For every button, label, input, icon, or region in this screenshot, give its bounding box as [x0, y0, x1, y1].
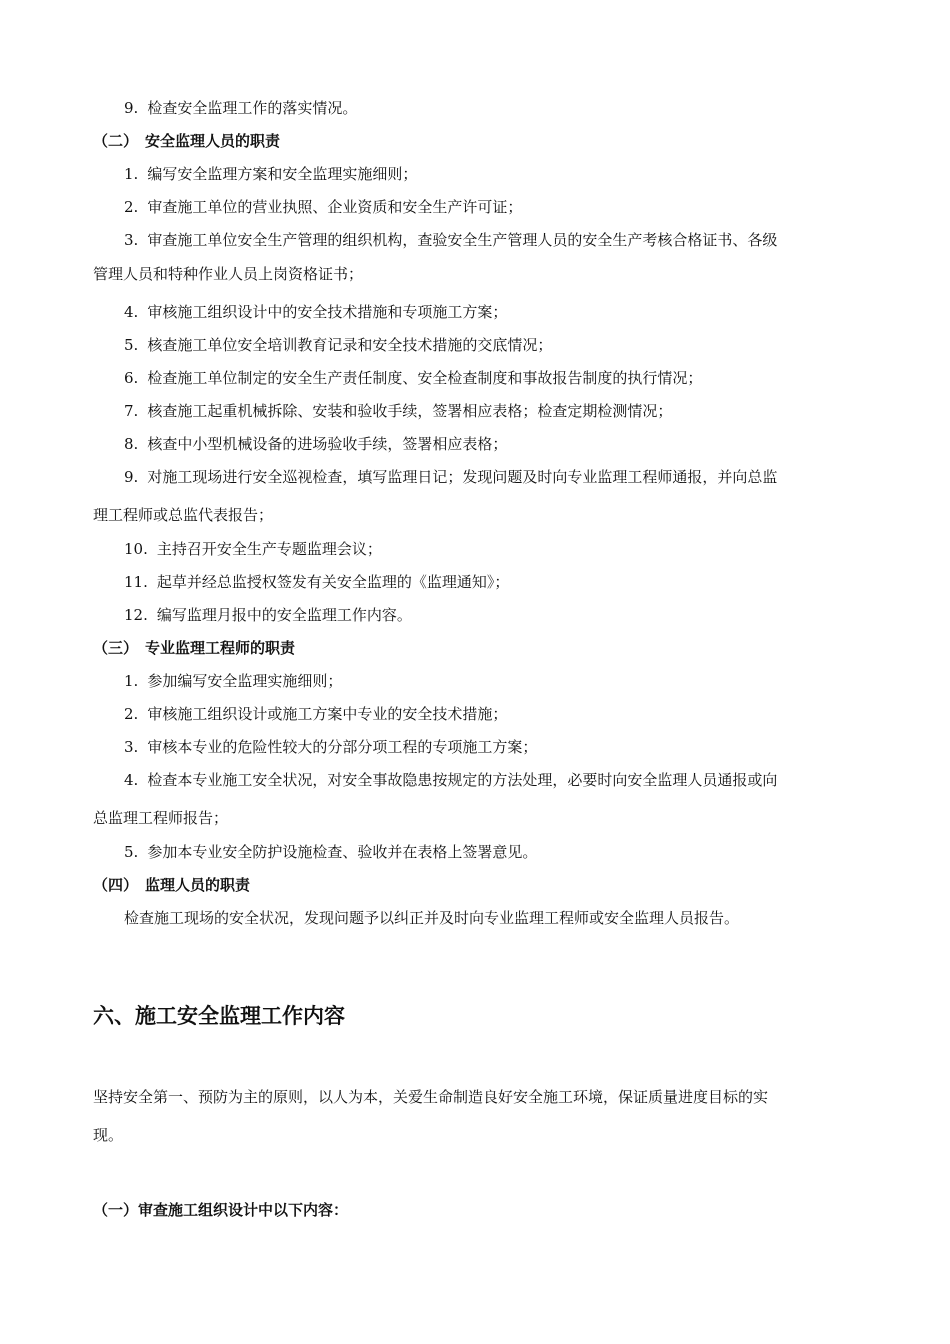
list-item	[124, 197, 522, 217]
item-number: 6.	[124, 369, 139, 387]
item-number: 9.	[124, 99, 139, 117]
item-text: 主持召开安全生产专题监理会议；	[156, 540, 382, 558]
list-item	[124, 98, 357, 118]
section-heading	[93, 875, 250, 895]
item-number: 7.	[124, 402, 139, 420]
list-item	[124, 770, 777, 790]
item-text: 对施工现场进行安全巡视检查，填写监理日记；发现问题及时向专业监理工程师通报，并向总监	[147, 468, 778, 486]
item-text: 核查中小型机械设备的进场验收手续，签署相应表格；	[147, 435, 508, 453]
item-number: 9.	[124, 468, 139, 486]
item-text: 核查施工单位安全培训教育记录和安全技术措施的交底情况；	[147, 336, 553, 354]
section-title: 安全监理人员的职责	[145, 132, 281, 150]
section-marker: （二）	[93, 132, 139, 150]
item-text: 审核施工组织设计或施工方案中专业的安全技术措施；	[147, 705, 508, 723]
section-title: 监理人员的职责	[145, 876, 251, 894]
list-item	[124, 401, 672, 421]
item-text: 检查本专业施工安全状况，对安全事故隐患按规定的方法处理，必要时向安全监理人员通报或向	[147, 771, 778, 789]
item-number: 1.	[124, 672, 139, 690]
list-item-continuation: 管理人员和特种作业人员上岗资格证书；	[93, 265, 364, 283]
list-item	[124, 368, 702, 388]
list-item	[124, 164, 417, 184]
item-text: 编写监理月报中的安全监理工作内容。	[156, 606, 412, 624]
list-item-continuation: 理工程师或总监代表报告；	[93, 506, 274, 524]
list-item-continuation: 总监理工程师报告；	[93, 809, 229, 827]
item-text: 审查施工单位安全生产管理的组织机构，查验安全生产管理人员的安全生产考核合格证书、各级	[147, 231, 778, 249]
section-marker: （三）	[93, 639, 139, 657]
section-heading	[93, 131, 280, 151]
item-number: 12.	[124, 606, 148, 624]
list-item	[124, 737, 537, 757]
list-item	[124, 302, 507, 322]
list-item	[124, 842, 537, 862]
item-text: 检查安全监理工作的落实情况。	[147, 99, 358, 117]
item-text: 检查施工单位制定的安全生产责任制度、安全检查制度和事故报告制度的执行情况；	[147, 369, 703, 387]
item-text: 起草并经总监授权签发有关安全监理的《监理通知》；	[156, 573, 510, 591]
item-text: 编写安全监理方案和安全监理实施细则；	[147, 165, 418, 183]
item-number: 2.	[124, 705, 139, 723]
list-item	[124, 605, 412, 625]
item-number: 5.	[124, 336, 139, 354]
list-item	[124, 671, 342, 691]
item-text: 参加本专业安全防护设施检查、验收并在表格上签署意见。	[147, 843, 538, 861]
list-item	[124, 230, 777, 250]
paragraph-line: 现。	[93, 1126, 124, 1144]
item-number: 5.	[124, 843, 139, 861]
item-number: 8.	[124, 435, 139, 453]
item-text: 核查施工起重机械拆除、安装和验收手续，签署相应表格；检查定期检测情况；	[147, 402, 673, 420]
paragraph: 检查施工现场的安全状况，发现问题予以纠正并及时向专业监理工程师或安全监理人员报告。	[124, 909, 740, 927]
item-text: 审查施工单位的营业执照、企业资质和安全生产许可证；	[147, 198, 523, 216]
item-text: 参加编写安全监理实施细则；	[147, 672, 343, 690]
subsection-heading: （一）审查施工组织设计中以下内容：	[93, 1201, 349, 1219]
item-number: 4.	[124, 771, 139, 789]
item-number: 3.	[124, 231, 139, 249]
list-item	[124, 572, 509, 592]
list-item	[124, 539, 382, 559]
item-text: 审核本专业的危险性较大的分部分项工程的专项施工方案；	[147, 738, 538, 756]
list-item	[124, 467, 777, 487]
list-item	[124, 335, 552, 355]
item-number: 10.	[124, 540, 148, 558]
item-number: 1.	[124, 165, 139, 183]
section-marker: （四）	[93, 876, 139, 894]
paragraph-line: 坚持安全第一、预防为主的原则，以人为本，关爱生命制造良好安全施工环境，保证质量进度目标的实	[93, 1088, 769, 1106]
chapter-heading: 六、施工安全监理工作内容	[93, 1004, 345, 1028]
list-item	[124, 704, 507, 724]
item-number: 2.	[124, 198, 139, 216]
section-heading	[93, 638, 295, 658]
item-number: 11.	[124, 573, 148, 591]
list-item	[124, 434, 507, 454]
item-number: 3.	[124, 738, 139, 756]
section-title: 专业监理工程师的职责	[145, 639, 296, 657]
item-number: 4.	[124, 303, 139, 321]
item-text: 审核施工组织设计中的安全技术措施和专项施工方案；	[147, 303, 508, 321]
